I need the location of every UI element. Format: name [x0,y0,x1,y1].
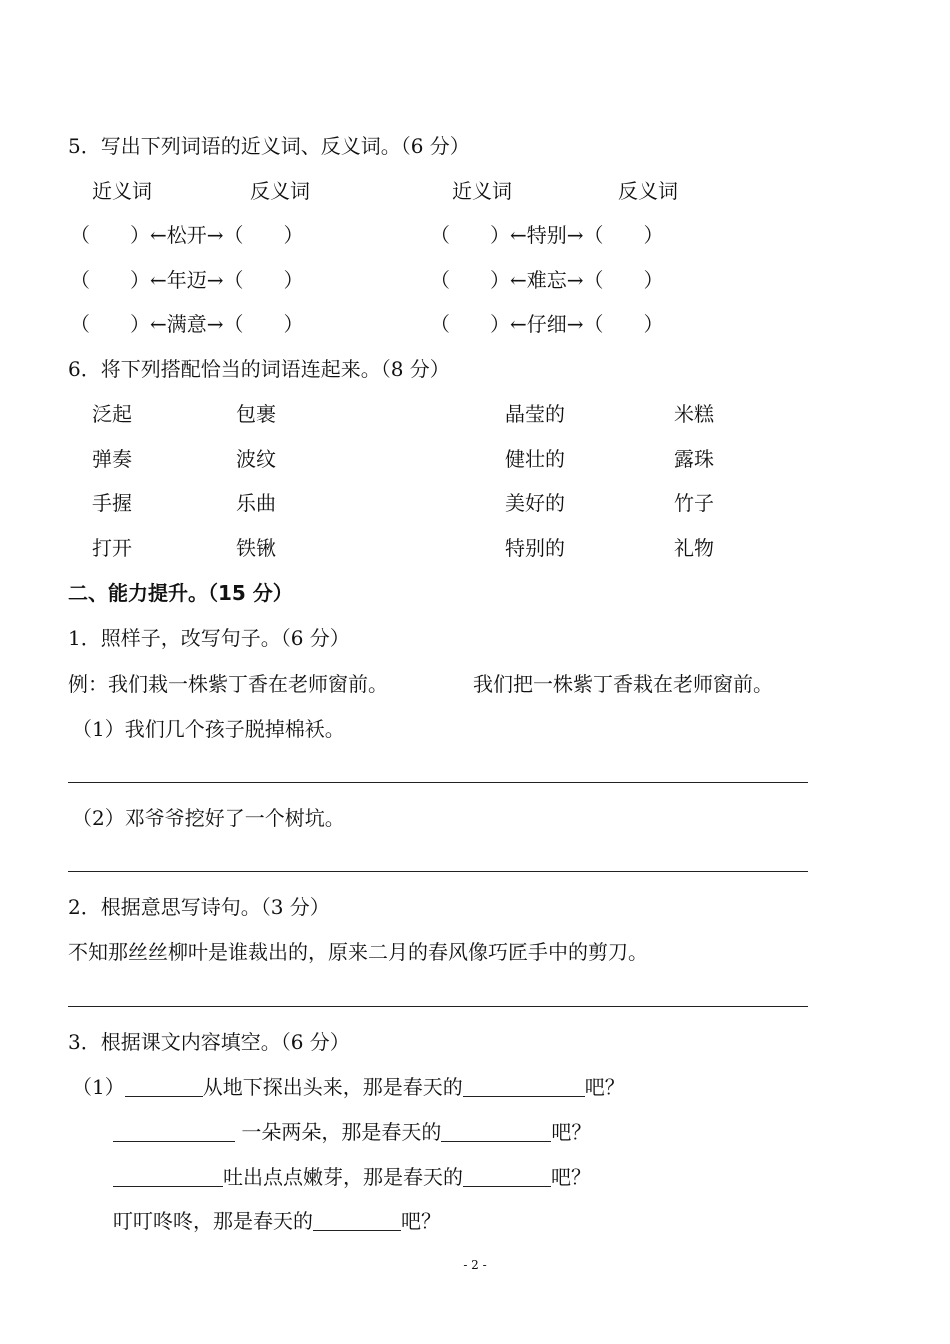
q6-word: 铁锹 [236,536,276,560]
fill-text: 吧？ [551,1165,591,1189]
q6-word: 特别的 [505,536,565,560]
fill-text: 吧？ [401,1209,441,1233]
fill-text: 吧？ [584,1075,625,1099]
q5-header-synonym-right: 近义词 [452,179,512,203]
q5-row-1-right: （ ）←特别→（ ） [430,223,664,247]
item-number: （1） [72,1075,125,1099]
q6-word: 打开 [92,536,132,560]
q5-header-synonym-left: 近义词 [92,179,152,203]
q5-row-2-left: （ ）←年迈→（ ） [70,268,304,292]
section-2-heading: 二、能力提升。（15 分） [68,581,293,605]
q6-word: 竹子 [674,491,714,515]
q6-word: 米糕 [674,402,714,426]
s2-q2-poem-meaning: 不知那丝丝柳叶是谁裁出的，原来二月的春风像巧匠手中的剪刀。 [68,940,648,964]
q6-word: 包裹 [236,402,276,426]
q6-word: 乐曲 [236,491,276,515]
answer-line-q1-2[interactable] [68,871,808,872]
fill-text: 叮叮咚咚，那是春天的 [113,1209,313,1233]
s2-q1-item-2: （2）邓爷爷挖好了一个树坑。 [72,806,345,830]
s2-q3-line-1 [72,1074,625,1100]
fill-blank[interactable] [125,1076,203,1097]
q5-title: 5．写出下列词语的近义词、反义词。（6 分） [68,134,470,158]
s2-q1-example-original: 例：我们栽一株紫丁香在老师窗前。 [68,672,388,696]
fill-blank[interactable] [463,1076,585,1097]
answer-line-q1-1[interactable] [68,782,808,783]
q6-word: 礼物 [674,536,714,560]
fill-text: 吐出点点嫩芽，那是春天的 [223,1165,463,1189]
q6-word: 弹奏 [92,447,132,471]
q5-header-antonym-right: 反义词 [618,179,678,203]
q6-word: 美好的 [505,491,565,515]
s2-q1-example-rewritten: 我们把一株紫丁香栽在老师窗前。 [473,672,773,696]
q6-word: 波纹 [236,447,276,471]
s2-q1-item-1: （1）我们几个孩子脱掉棉袄。 [72,717,345,741]
fill-blank[interactable] [463,1166,551,1187]
s2-q3-line-4 [113,1208,441,1234]
page-number: - 2 - [463,1258,487,1272]
q6-word: 手握 [92,491,132,515]
q5-row-1-left: （ ）←松开→（ ） [70,223,304,247]
fill-blank[interactable] [313,1210,401,1231]
q6-title: 6．将下列搭配恰当的词语连起来。（8 分） [68,357,450,381]
q5-row-3-left: （ ）←满意→（ ） [70,312,304,336]
answer-line-q2[interactable] [68,1006,808,1007]
fill-blank[interactable] [113,1121,235,1142]
q6-word: 泛起 [92,402,132,426]
s2-q3-line-3 [113,1164,591,1190]
s2-q2-title: 2．根据意思写诗句。（3 分） [68,895,330,919]
q6-word: 露珠 [674,447,714,471]
fill-blank[interactable] [113,1166,223,1187]
fill-text: 一朵两朵，那是春天的 [235,1120,442,1144]
fill-text: 吧？ [551,1120,592,1144]
q5-row-3-right: （ ）←仔细→（ ） [430,312,664,336]
q5-row-2-right: （ ）←难忘→（ ） [430,268,664,292]
fill-text: 从地下探出头来，那是春天的 [202,1075,463,1099]
fill-blank[interactable] [441,1121,551,1142]
q6-word: 晶莹的 [505,402,565,426]
s2-q3-line-2 [113,1119,591,1145]
q5-header-antonym-left: 反义词 [250,179,310,203]
s2-q1-title: 1．照样子，改写句子。（6 分） [68,626,350,650]
s2-q3-title: 3．根据课文内容填空。（6 分） [68,1030,350,1054]
q6-word: 健壮的 [505,447,565,471]
